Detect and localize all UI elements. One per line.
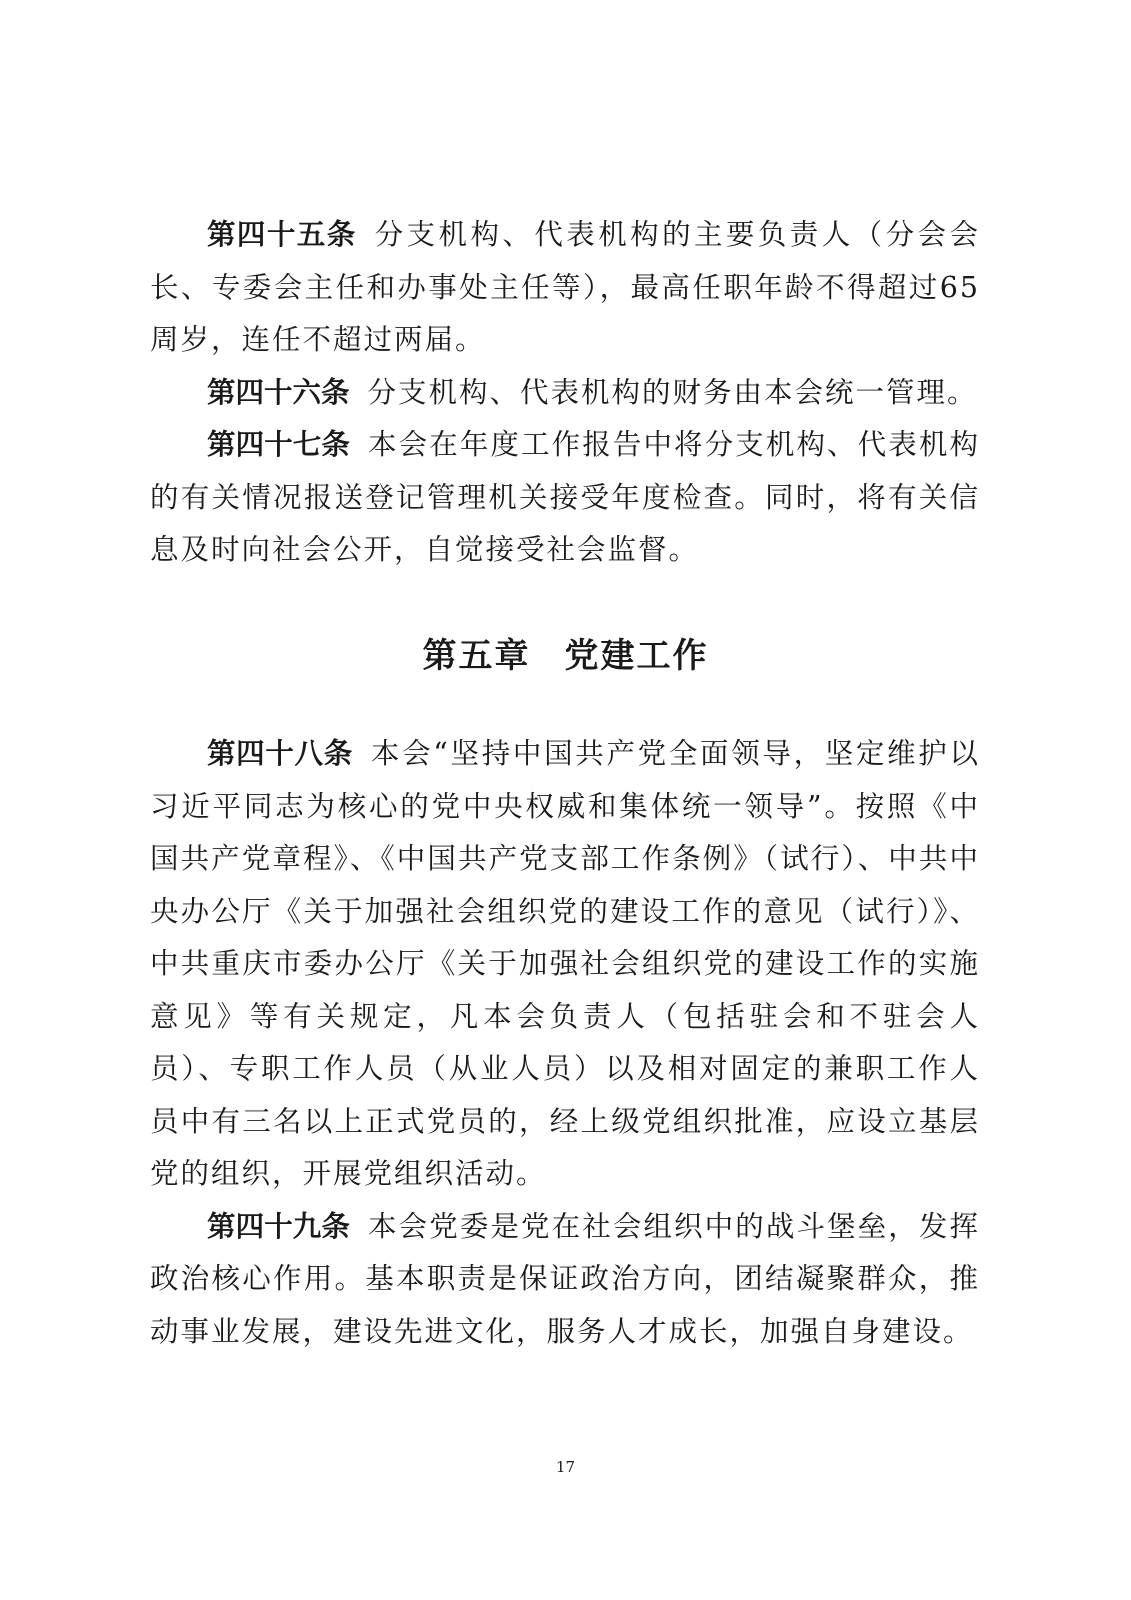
article-45: [150, 209, 980, 367]
article-49: [150, 1201, 980, 1359]
article-title: 第四十七条: [207, 428, 351, 461]
article-body: 本会“坚持中国共产党全面领导，坚定维护以习近平同志为核心的党中央权威和集体统一领导”。按照《中国共产党章程》、《中国共产党支部工作条例》（试行）、中共中央办公厅《关于加强社会组织党的建设工作的意见（试行）》、中共重庆市委办公厅《关于加强社会组织党的建设工作的实施意见》等有关规定，凡本会负责人（包括驻会和不驻会人员）、专职工作人员（从业人员）以及相对固定的兼职工作人员中有三名以上正式党员的，经上级党组织批准，应设立基层党的组织，开展党组织活动。: [150, 737, 980, 1190]
article-title: 第四十九条: [207, 1209, 351, 1243]
article-title: 第四十八条: [207, 737, 353, 770]
article-body: 分支机构、代表机构的主要负责人（分会会长、专委会主任和办事处主任等），最高任职年龄不得超过65周岁，连任不超过两届。: [150, 218, 980, 356]
chapter-title: 党建工作: [564, 636, 709, 676]
article-body: 本会在年度工作报告中将分支机构、代表机构的有关情况报送登记管理机关接受年度检查。同时，将有关信息及时向社会公开，自觉接受社会监督。: [150, 428, 980, 566]
article-body: 分支机构、代表机构的财务由本会统一管理。: [367, 375, 978, 409]
article-title: 第四十六条: [207, 375, 350, 409]
article-48: [150, 728, 980, 1201]
article-46: [150, 367, 980, 420]
articles-section-a: [150, 209, 980, 577]
article-47: [150, 419, 980, 577]
chapter-number: 第五章: [422, 636, 531, 676]
articles-section-b: [150, 728, 980, 1358]
chapter-heading: [0, 628, 1131, 677]
article-title: 第四十五条: [207, 218, 357, 251]
article-body: 本会党委是党在社会组织中的战斗堡垒，发挥政治核心作用。基本职责是保证政治方向，团结凝聚群众，推动事业发展，建设先进文化，服务人才成长，加强自身建设。: [150, 1209, 980, 1348]
page-number: 17: [555, 1458, 576, 1476]
